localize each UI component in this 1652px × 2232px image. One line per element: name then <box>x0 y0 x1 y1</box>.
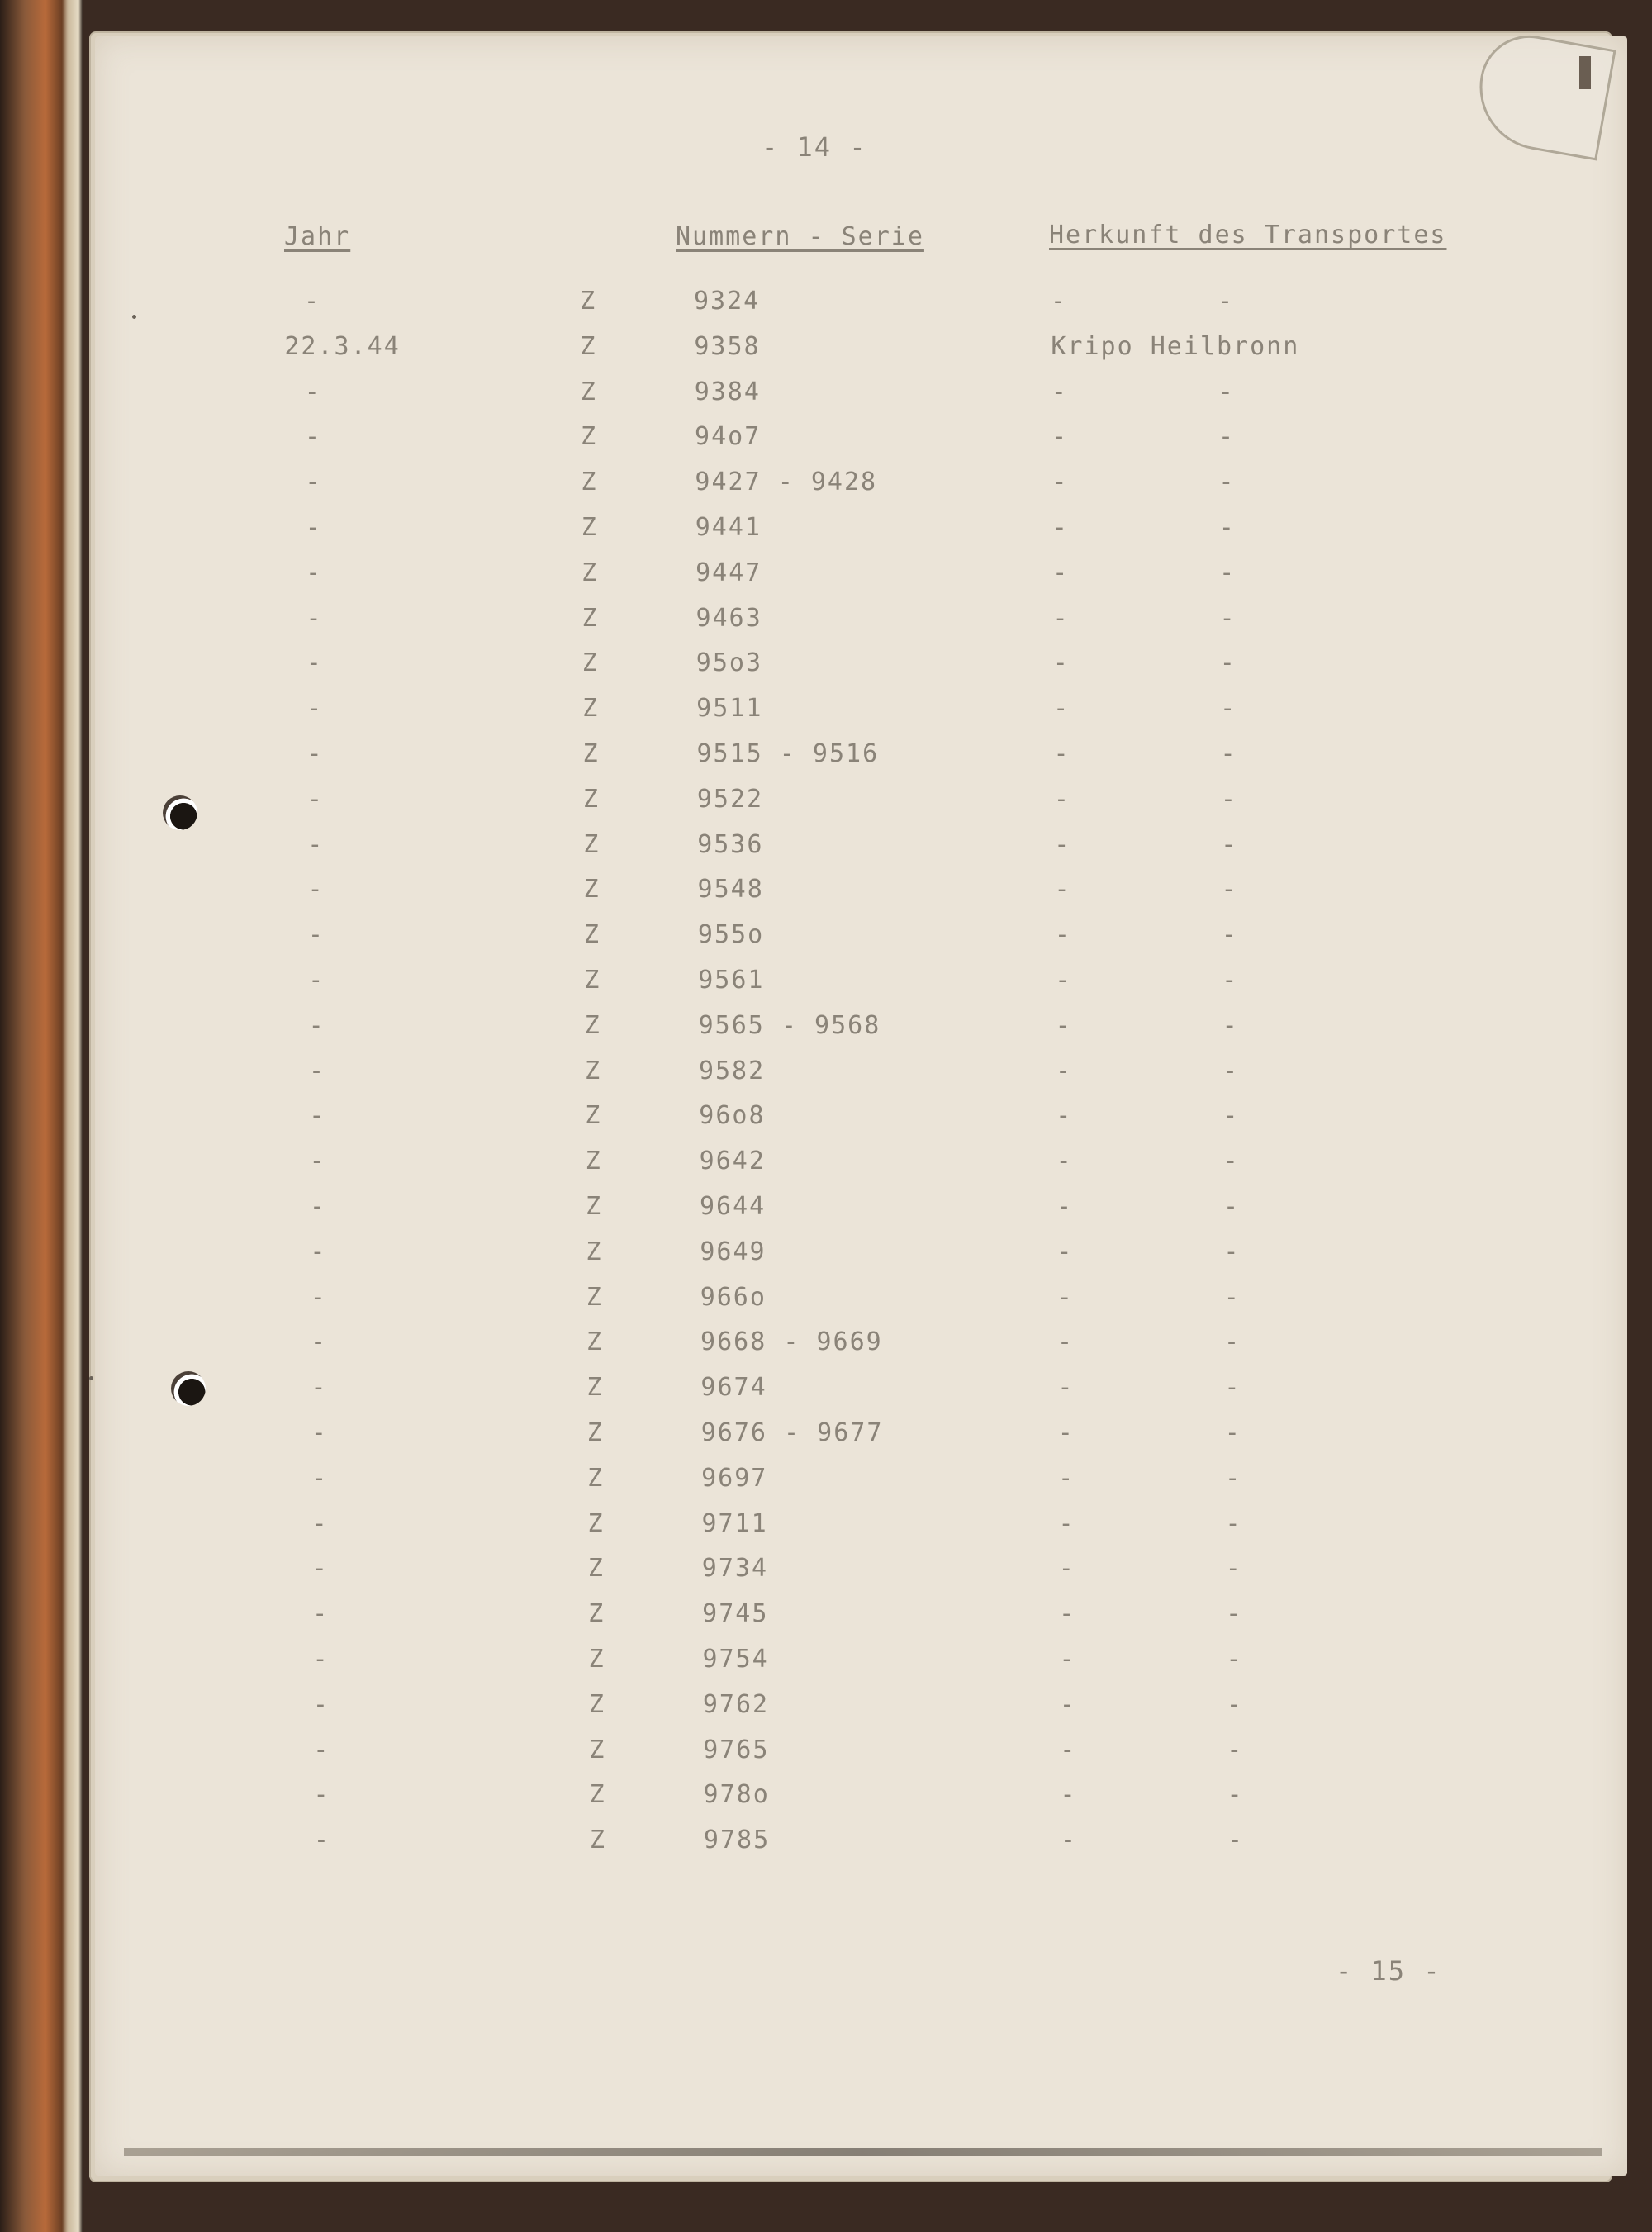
number-series-cell: 9668 - 9669 <box>700 1327 883 1357</box>
number-series-cell: 9515 - 9516 <box>696 739 880 768</box>
number-series-cell: 96o8 <box>699 1101 766 1131</box>
z-prefix-cell: Z <box>586 1418 604 1447</box>
table-row <box>0 1237 1652 1281</box>
table-row <box>0 1689 1652 1734</box>
table-row <box>0 1149 1652 1190</box>
number-series-cell: 9649 <box>700 1237 767 1266</box>
origin-cell: - <box>1058 1463 1075 1493</box>
origin-cell: - <box>1053 694 1070 724</box>
origin-cell: - <box>1052 648 1070 678</box>
number-series-cell: 9765 <box>703 1735 770 1764</box>
origin-ditto-cell: - <box>1219 603 1237 633</box>
origin-cell: - <box>1058 1508 1075 1538</box>
z-prefix-cell: Z <box>581 422 598 452</box>
origin-cell: - <box>1052 558 1070 587</box>
origin-ditto-cell: - <box>1220 694 1237 724</box>
number-series-cell: 9676 - 9677 <box>700 1418 884 1447</box>
year-cell: - <box>312 1689 330 1719</box>
origin-cell: - <box>1056 1192 1074 1221</box>
origin-cell: - <box>1053 784 1070 814</box>
table-row <box>0 1780 1652 1824</box>
z-prefix-cell: Z <box>589 1735 606 1764</box>
table-row <box>0 1418 1652 1462</box>
origin-cell: - <box>1056 1101 1073 1131</box>
origin-cell: - <box>1058 1554 1075 1584</box>
table-row <box>0 920 1652 964</box>
origin-ditto-cell: - <box>1224 1418 1241 1447</box>
origin-cell: - <box>1055 1010 1072 1040</box>
year-cell: - <box>305 468 322 497</box>
table-row <box>0 331 1652 376</box>
table-row <box>0 603 1652 648</box>
table-row <box>0 422 1652 466</box>
number-series-cell: 9384 <box>694 377 761 406</box>
origin-ditto-cell: - <box>1220 739 1237 768</box>
origin-cell: - <box>1052 603 1070 633</box>
origin-ditto-cell: - <box>1223 1237 1241 1266</box>
table-row <box>0 829 1652 874</box>
year-cell: - <box>307 829 325 859</box>
z-prefix-cell: Z <box>586 1327 604 1357</box>
origin-cell: - <box>1059 1689 1076 1719</box>
number-series-cell: 9644 <box>700 1192 767 1221</box>
origin-ditto-cell: - <box>1219 648 1237 678</box>
table-row <box>0 1735 1652 1779</box>
page-bottom-edge <box>124 2148 1602 2156</box>
table-row <box>0 1647 1652 1688</box>
origin-cell: - <box>1054 829 1071 859</box>
origin-cell: - <box>1057 1373 1075 1403</box>
year-cell: - <box>308 1010 325 1040</box>
year-cell: - <box>305 422 322 452</box>
z-prefix-cell: Z <box>582 648 599 678</box>
table-row <box>0 968 1652 1009</box>
table-row <box>0 1463 1652 1508</box>
number-series-cell: 966o <box>700 1282 767 1312</box>
year-cell: - <box>313 1826 330 1855</box>
origin-cell: - <box>1060 1735 1077 1764</box>
origin-cell: - <box>1055 1056 1072 1085</box>
header-year: Jahr <box>284 222 351 251</box>
origin-ditto-cell: - <box>1222 966 1239 995</box>
origin-cell: - <box>1051 287 1068 316</box>
z-prefix-cell: Z <box>589 1826 606 1855</box>
origin-cell: - <box>1051 513 1069 542</box>
origin-cell: - <box>1054 875 1071 905</box>
z-prefix-cell: Z <box>583 829 601 859</box>
number-series-cell: 9561 <box>698 966 765 995</box>
origin-cell: - <box>1060 1826 1077 1855</box>
year-cell: - <box>306 603 323 633</box>
origin-cell: - <box>1051 468 1069 497</box>
table-row <box>0 1101 1652 1145</box>
number-series-cell: 9324 <box>694 287 761 316</box>
origin-ditto-cell: - <box>1223 1192 1241 1221</box>
year-cell: - <box>306 648 323 678</box>
origin-ditto-cell: - <box>1226 1689 1243 1719</box>
table-row <box>0 1010 1652 1055</box>
origin-ditto-cell: - <box>1227 1780 1244 1810</box>
number-series-cell: 9447 <box>695 558 762 587</box>
table-row <box>0 1375 1652 1417</box>
year-cell: - <box>304 287 321 316</box>
z-prefix-cell: Z <box>582 558 599 587</box>
year-cell: - <box>310 1192 327 1221</box>
number-series-cell: 9785 <box>703 1826 771 1855</box>
origin-cell: - <box>1060 1780 1077 1810</box>
origin-cell: - <box>1057 1327 1075 1357</box>
origin-ditto-cell: - <box>1224 1327 1241 1357</box>
number-series-cell: 9734 <box>701 1554 769 1584</box>
origin-cell: - <box>1054 920 1071 950</box>
year-cell: - <box>306 784 324 814</box>
origin-ditto-cell: - <box>1225 1508 1242 1538</box>
number-series-cell: 9463 <box>695 603 762 633</box>
year-cell: - <box>311 1554 329 1584</box>
table-row <box>0 696 1652 738</box>
z-prefix-cell: Z <box>588 1645 605 1674</box>
origin-ditto-cell: - <box>1218 513 1236 542</box>
z-prefix-cell: Z <box>582 694 600 724</box>
origin-ditto-cell: - <box>1221 829 1238 859</box>
z-prefix-cell: Z <box>587 1508 605 1538</box>
tab-marker <box>1579 56 1591 89</box>
year-cell: - <box>304 377 321 406</box>
z-prefix-cell: Z <box>587 1463 605 1493</box>
origin-ditto-cell: - <box>1223 1282 1241 1312</box>
number-series-cell: 9745 <box>702 1599 769 1629</box>
year-cell: - <box>312 1645 330 1674</box>
origin-ditto-cell: - <box>1219 558 1237 587</box>
z-prefix-cell: Z <box>582 739 600 768</box>
number-series-cell: 9565 - 9568 <box>698 1010 881 1040</box>
table-row <box>0 1282 1652 1327</box>
origin-ditto-cell: - <box>1218 377 1235 406</box>
table-row <box>0 1508 1652 1553</box>
year-cell: - <box>308 1056 325 1085</box>
origin-cell: - <box>1055 966 1072 995</box>
origin-cell: - <box>1056 1147 1073 1176</box>
z-prefix-cell: Z <box>584 966 601 995</box>
number-series-cell: 9511 <box>696 694 763 724</box>
origin-cell: Kripo Heilbronn <box>1051 331 1300 361</box>
year-cell: - <box>311 1373 328 1403</box>
year-cell: - <box>313 1780 330 1810</box>
number-series-cell: 9427 - 9428 <box>695 468 878 497</box>
z-prefix-cell: Z <box>586 1282 603 1312</box>
z-prefix-cell: Z <box>585 1101 602 1131</box>
year-cell: - <box>306 739 324 768</box>
origin-ditto-cell: - <box>1226 1599 1243 1629</box>
number-series-cell: 9642 <box>699 1147 766 1176</box>
origin-ditto-cell: - <box>1222 1147 1240 1176</box>
origin-ditto-cell: - <box>1218 468 1236 497</box>
origin-cell: - <box>1053 739 1070 768</box>
table-row <box>0 1056 1652 1100</box>
z-prefix-cell: Z <box>584 1010 601 1040</box>
origin-ditto-cell: - <box>1222 1056 1239 1085</box>
origin-ditto-cell: - <box>1222 1010 1239 1040</box>
z-prefix-cell: Z <box>580 331 597 361</box>
year-cell: - <box>306 694 324 724</box>
number-series-cell: 9711 <box>701 1508 768 1538</box>
origin-cell: - <box>1059 1599 1076 1629</box>
year-cell: - <box>310 1282 327 1312</box>
number-series-cell: 9754 <box>702 1645 769 1674</box>
table-row <box>0 877 1652 919</box>
year-cell: - <box>311 1327 328 1357</box>
table-row <box>0 1828 1652 1869</box>
number-series-cell: 9697 <box>701 1463 768 1493</box>
origin-cell: - <box>1051 377 1068 406</box>
z-prefix-cell: Z <box>586 1192 603 1221</box>
year-cell: - <box>311 1418 328 1447</box>
number-series-cell: 94o7 <box>695 422 762 452</box>
origin-ditto-cell: - <box>1218 287 1235 316</box>
z-prefix-cell: Z <box>589 1780 606 1810</box>
origin-cell: - <box>1056 1282 1074 1312</box>
origin-ditto-cell: - <box>1222 1101 1240 1131</box>
year-cell: - <box>309 1147 326 1176</box>
year-cell: - <box>307 920 325 950</box>
z-prefix-cell: Z <box>588 1599 605 1629</box>
origin-cell: - <box>1057 1418 1075 1447</box>
origin-ditto-cell: - <box>1220 784 1237 814</box>
origin-cell: - <box>1059 1645 1076 1674</box>
z-prefix-cell: Z <box>588 1689 605 1719</box>
number-series-cell: 9358 <box>694 331 761 361</box>
origin-ditto-cell: - <box>1218 422 1236 452</box>
number-series-cell: 955o <box>697 920 765 950</box>
origin-ditto-cell: - <box>1221 920 1238 950</box>
table-row <box>0 470 1652 511</box>
table-row <box>0 1599 1652 1643</box>
year-cell: - <box>310 1237 327 1266</box>
table-row <box>0 558 1652 602</box>
table-row <box>0 515 1652 557</box>
origin-ditto-cell: - <box>1227 1826 1244 1855</box>
number-series-cell: 9762 <box>702 1689 770 1719</box>
origin-ditto-cell: - <box>1225 1463 1242 1493</box>
origin-ditto-cell: - <box>1224 1373 1241 1403</box>
z-prefix-cell: Z <box>583 875 601 905</box>
origin-cell: - <box>1056 1237 1074 1266</box>
year-cell: - <box>307 875 325 905</box>
number-series-cell: 9674 <box>700 1373 767 1403</box>
z-prefix-cell: Z <box>580 287 597 316</box>
z-prefix-cell: Z <box>581 513 598 542</box>
number-series-cell: 95o3 <box>695 648 763 678</box>
table-row <box>0 648 1652 692</box>
table-row <box>0 1327 1652 1371</box>
table-row <box>0 1194 1652 1236</box>
number-series-cell: 9522 <box>696 784 764 814</box>
z-prefix-cell: Z <box>582 784 600 814</box>
number-series-cell: 9582 <box>698 1056 766 1085</box>
z-prefix-cell: Z <box>586 1373 604 1403</box>
page-number-bottom: - 15 - <box>1336 1955 1441 1987</box>
table-row <box>0 377 1652 421</box>
year-cell: - <box>309 1101 326 1131</box>
z-prefix-cell: Z <box>581 468 598 497</box>
year-cell: 22.3.44 <box>284 331 401 361</box>
z-prefix-cell: Z <box>583 920 601 950</box>
header-series: Nummern - Serie <box>676 222 924 251</box>
number-series-cell: 9441 <box>695 513 762 542</box>
z-prefix-cell: Z <box>585 1147 602 1176</box>
year-cell: - <box>311 1463 329 1493</box>
year-cell: - <box>306 558 323 587</box>
table-row <box>0 289 1652 330</box>
origin-ditto-cell: - <box>1225 1554 1242 1584</box>
z-prefix-cell: Z <box>587 1554 605 1584</box>
year-cell: - <box>305 513 322 542</box>
table-row <box>0 784 1652 829</box>
z-prefix-cell: Z <box>582 603 599 633</box>
header-origin: Herkunft des Transportes <box>1049 221 1447 249</box>
year-cell: - <box>311 1508 329 1538</box>
page-number-top: - 14 - <box>762 131 867 163</box>
number-series-cell: 978o <box>703 1780 770 1810</box>
table-row <box>0 739 1652 783</box>
table-row <box>0 1556 1652 1598</box>
number-series-cell: 9536 <box>697 829 764 859</box>
year-cell: - <box>312 1599 330 1629</box>
z-prefix-cell: Z <box>580 377 597 406</box>
z-prefix-cell: Z <box>584 1056 601 1085</box>
origin-ditto-cell: - <box>1227 1735 1244 1764</box>
origin-ditto-cell: - <box>1226 1645 1243 1674</box>
origin-ditto-cell: - <box>1221 875 1238 905</box>
z-prefix-cell: Z <box>586 1237 603 1266</box>
number-series-cell: 9548 <box>697 875 764 905</box>
origin-cell: - <box>1051 422 1069 452</box>
year-cell: - <box>313 1735 330 1764</box>
year-cell: - <box>308 966 325 995</box>
